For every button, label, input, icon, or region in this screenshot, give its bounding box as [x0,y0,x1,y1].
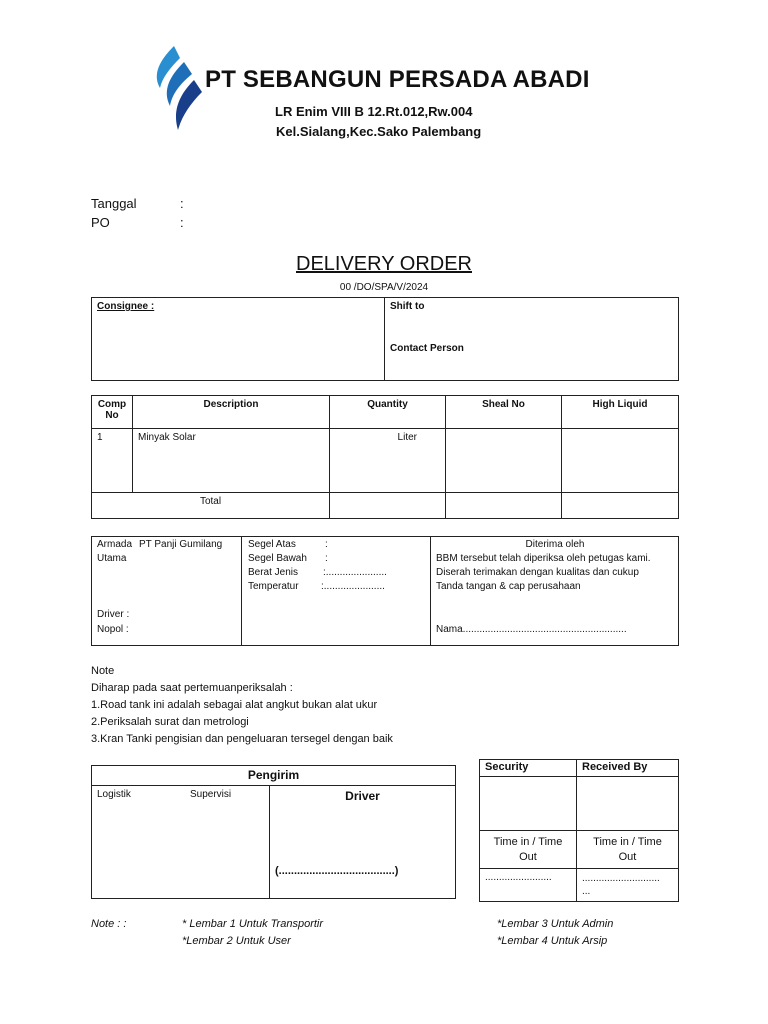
received-line-1: BBM tersebut telah diperiksa oleh petugas kami. [436,553,651,564]
shift-to-label: Shift to [390,301,425,312]
items-table [91,395,679,519]
consignee-label: Consignee : [97,301,155,312]
notes-item: 1.Road tank ini adalah sebagai alat angkut bukan alat ukur [91,699,378,711]
header-sheal-no: Sheal No [446,396,562,429]
notes-section [91,663,393,748]
security-sign-cell [480,777,577,831]
segel-atas-label: Segel Atas [248,539,296,550]
cell-comp: 1 [92,429,133,493]
segel-bawah-colon: : [325,553,328,564]
temperatur-dots: :...................... [321,581,385,592]
contact-person-label: Contact Person [390,343,464,354]
table-row [92,429,679,493]
receiver-table [479,759,679,902]
footer-copy-4: *Lembar 4 Untuk Arsip [497,935,608,947]
notes-item: 2.Periksalah surat dan metrologi [91,716,249,728]
security-time-label [480,831,577,869]
received-time-label-a: Time in / Time [593,835,662,848]
company-logo [150,44,208,132]
received-time-label-b: Out [618,850,637,863]
company-name: PT SEBANGUN PERSADA ABADI [205,66,590,93]
header-high-liquid: High Liquid [562,396,679,429]
received-sign-cell [577,777,679,831]
sender-title: Pengirim [247,768,300,782]
received-by-header: Received By [577,760,679,777]
driver-signature-title: Driver [345,789,380,803]
cell-sheal [446,429,562,493]
total-sheal [446,493,562,519]
temperatur-label: Temperatur [248,581,299,592]
total-liquid [562,493,679,519]
name-line: Nama........................................................... [436,624,627,635]
cell-liquid [562,429,679,493]
segel-bawah-label: Segel Bawah [248,553,307,564]
armada-label: Armada [97,539,133,550]
total-label: Total [92,493,330,519]
received-time-label [577,831,679,869]
header-quantity: Quantity [330,396,446,429]
address-line-2: Kel.Sialang,Kec.Sako Palembang [276,124,482,139]
date-colon: : [180,196,184,211]
sender-box [91,765,456,899]
cell-description: Minyak Solar [133,429,330,493]
driver-label: Driver : [97,609,130,620]
supervisi-label: Supervisi [190,789,232,800]
cell-quantity: Liter [330,429,446,493]
footer-copy-3: *Lembar 3 Untuk Admin [497,918,614,930]
footer-copy-1: * Lembar 1 Untuk Transportir [182,918,324,930]
security-header: Security [480,760,577,777]
consignee-box [91,297,679,381]
armada-value: PT Panji Gumilang [139,539,223,550]
security-time-dots: ........................ [480,869,577,902]
footer-copy-2: *Lembar 2 Untuk User [182,935,291,947]
driver-signature-line: (......................................) [275,865,399,877]
logistik-label: Logistik [97,789,131,800]
berat-jenis-label: Berat Jenis [248,567,299,578]
header-description: Description [133,396,330,429]
date-label: Tanggal [91,196,137,211]
transport-box [91,536,679,646]
security-time-label-b: Out [519,850,537,863]
received-line-2: Diserah terimakan dengan kualitas dan cukup [436,567,639,578]
received-title: Diterima oleh [525,539,585,550]
armada-value-2: Utama [97,553,127,564]
security-time-label-a: Time in / Time [493,835,563,848]
nopol-label: Nopol : [97,624,129,635]
address-line-1: LR Enim VIII B 12.Rt.012,Rw.004 [275,104,473,119]
header-comp-no: Comp No [92,396,133,429]
po-label: PO [91,215,110,230]
berat-jenis-dots: :...................... [323,567,387,578]
notes-item: 3.Kran Tanki pengisian dan pengeluaran tersegel dengan baik [91,733,393,745]
received-line-3: Tanda tangan & cap perusahaan [436,581,581,592]
received-time-dots [577,869,679,902]
received-dots-a: ............................ [582,873,660,884]
document-number: 00 /DO/SPA/V/2024 [339,282,429,293]
notes-title: Note [91,665,115,677]
document-title: DELIVERY ORDER [296,253,472,275]
po-colon: : [180,215,184,230]
footer-note-label: Note : : [91,918,127,930]
total-quantity [330,493,446,519]
segel-atas-colon: : [325,539,328,550]
notes-intro: Diharap pada saat pertemuanperiksalah : [91,682,293,694]
received-dots-b: ... [582,886,591,897]
